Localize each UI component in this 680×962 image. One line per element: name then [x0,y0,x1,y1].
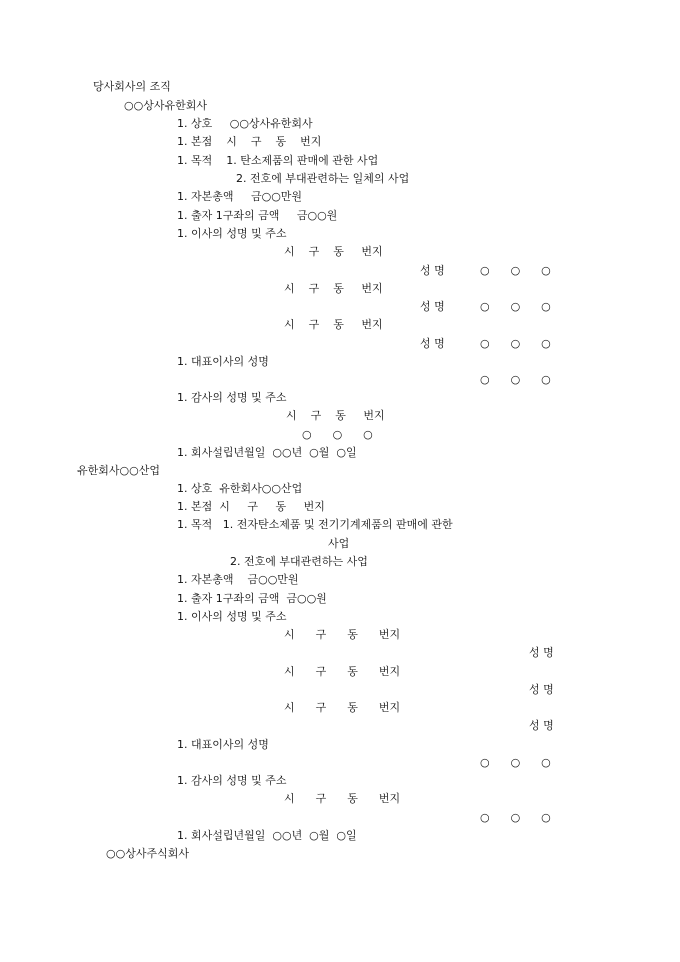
company1-auditor: 1. 감사의 성명 및 주소 [177,391,287,404]
company1-rep-director: 1. 대표이사의 성명 [177,355,269,368]
company2-established: 1. 회사설립년월일 ○○년 ○월 ○일 [177,829,357,842]
company1-director-name-circles-2: ○ ○ ○ [480,300,551,313]
company2-directors-header: 1. 이사의 성명 및 주소 [177,610,287,623]
company2-auditor-circles: ○ ○ ○ [480,811,551,824]
company1-director-name-circles-3: ○ ○ ○ [480,337,551,350]
document-title: 당사회사의 조직 [93,80,171,93]
company2-purpose-cont: 사업 [328,537,350,550]
company2-rep-director: 1. 대표이사의 성명 [177,738,269,751]
company2-trade-name: 1. 상호 유한회사○○산업 [177,482,303,495]
company1-capital: 1. 자본총액 금○○만원 [177,190,303,203]
company2-name: 유한회사○○산업 [77,464,160,477]
company2-rep-director-circles: ○ ○ ○ [480,756,551,769]
company1-established: 1. 회사설립년월일 ○○년 ○월 ○일 [177,446,357,459]
company2-director-name-label-1: 성 명 [529,646,554,659]
company1-head-office: 1. 본점 시 구 동 번지 [177,135,322,148]
company2-auditor-address: 시 구 동 번지 [284,792,401,805]
company2-director-address-1: 시 구 동 번지 [284,628,401,641]
company1-auditor-address: 시 구 동 번지 [286,409,385,422]
company1-director-address-3: 시 구 동 번지 [284,318,383,331]
company3-name: ○○상사주식회사 [106,847,189,860]
company2-director-name-label-3: 성 명 [529,719,554,732]
company1-directors-header: 1. 이사의 성명 및 주소 [177,227,287,240]
company1-director-name-label-3: 성 명 [420,337,445,350]
company1-rep-director-circles: ○ ○ ○ [480,373,551,386]
company1-name: ○○상사유한회사 [124,99,207,112]
company1-auditor-circles: ○ ○ ○ [302,428,373,441]
company1-director-address-2: 시 구 동 번지 [284,282,383,295]
company1-director-name-circles-1: ○ ○ ○ [480,264,551,277]
company1-purpose: 1. 목적 1. 탄소제품의 판매에 관한 사업 [177,154,379,167]
company1-trade-name: 1. 상호 ○○상사유한회사 [177,117,313,130]
company2-auditor: 1. 감사의 성명 및 주소 [177,774,287,787]
company2-purpose: 1. 목적 1. 전자탄소제품 및 전기기계제품의 판매에 관한 [177,518,453,531]
company1-director-name-label-2: 성 명 [420,300,445,313]
company1-director-name-label-1: 성 명 [420,264,445,277]
company1-purpose-2: 2. 전호에 부대관련하는 일체의 사업 [236,172,410,185]
company2-unit-amount: 1. 출자 1구좌의 금액 금○○원 [177,592,327,605]
company2-director-address-3: 시 구 동 번지 [284,701,401,714]
company1-director-address-1: 시 구 동 번지 [284,245,383,258]
company1-unit-amount: 1. 출자 1구좌의 금액 금○○원 [177,209,338,222]
company2-director-name-label-2: 성 명 [529,683,554,696]
company2-capital: 1. 자본총액 금○○만원 [177,573,299,586]
company2-director-address-2: 시 구 동 번지 [284,665,401,678]
company2-purpose-2: 2. 전호에 부대관련하는 사업 [230,555,368,568]
company2-head-office: 1. 본점 시 구 동 번지 [177,500,325,513]
